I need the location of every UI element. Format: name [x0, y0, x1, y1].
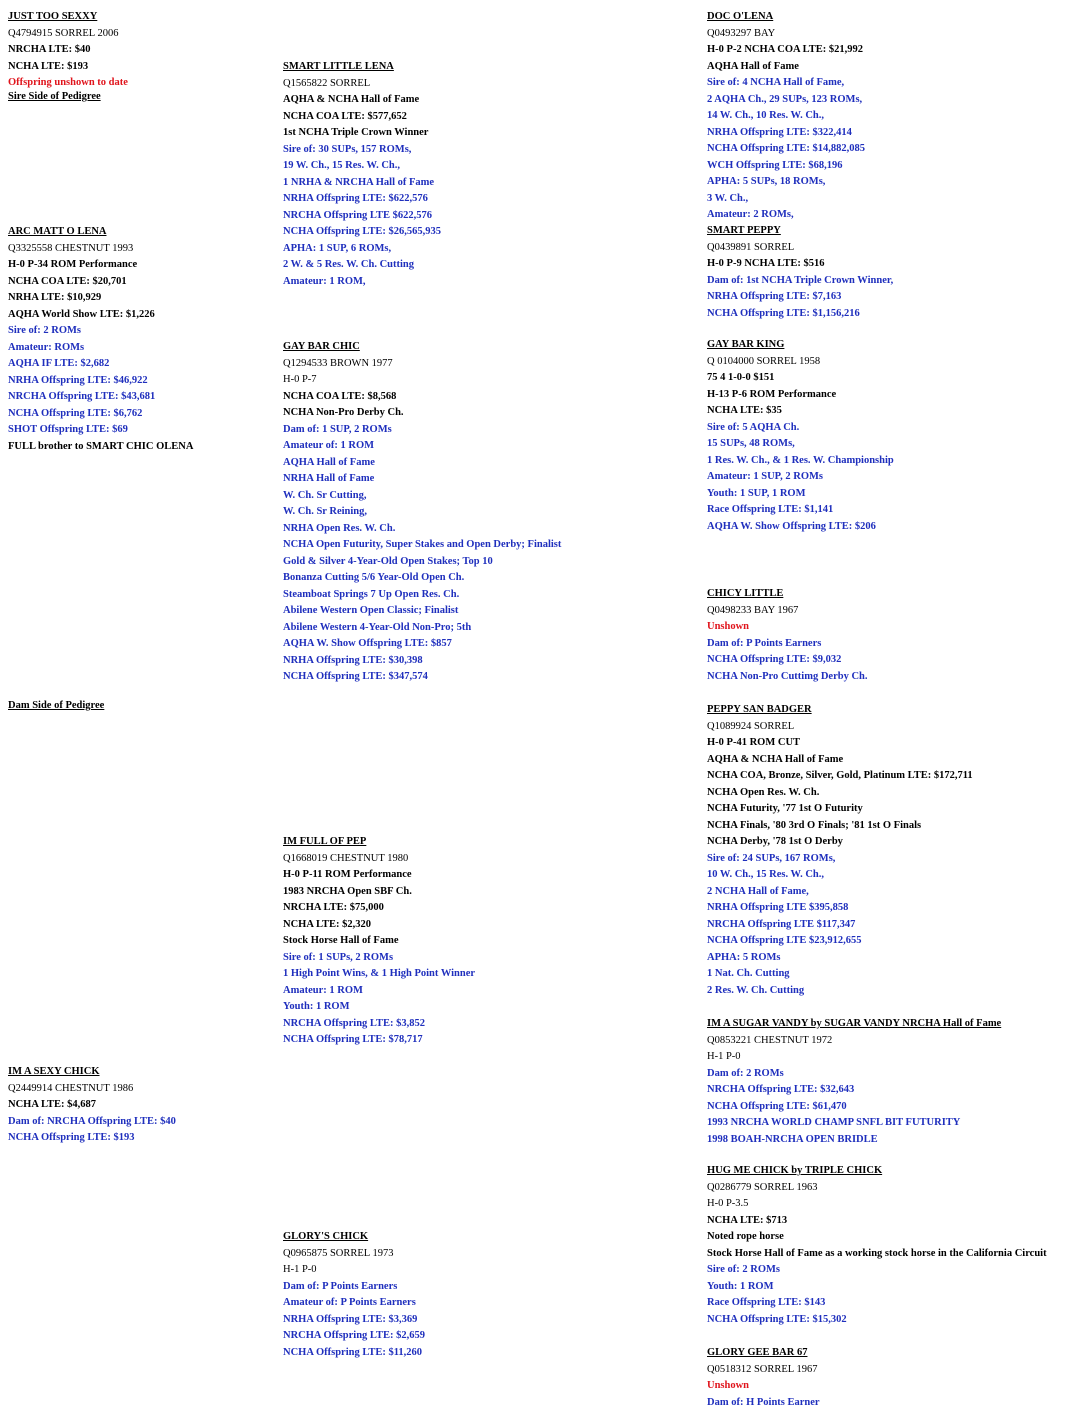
horse-detail-line: Stock Horse Hall of Fame [283, 933, 475, 950]
horse-detail-line: NRCHA LTE: $75,000 [283, 900, 475, 917]
horse-detail-line: Amateur of: 1 ROM [283, 438, 561, 455]
horse-detail-line: NCHA Offspring LTE: $15,302 [707, 1312, 1047, 1329]
horse-detail-line: NRCHA Offspring LTE: $2,659 [283, 1328, 425, 1345]
horse-detail-line: Q0518312 SORREL 1967 [707, 1362, 820, 1379]
horse-im-a-sexy-chick [8, 1064, 176, 1147]
horse-name: IM A SEXY CHICK [8, 1064, 176, 1081]
horse-detail-line: APHA: 5 ROMs [707, 950, 973, 967]
horse-detail-line: NRHA Hall of Fame [283, 471, 561, 488]
horse-detail-line: NRHA Open Res. W. Ch. [283, 521, 561, 538]
horse-glory-gee-bar-67 [707, 1345, 820, 1411]
horse-hug-me-chick [707, 1163, 1047, 1328]
horse-name: GAY BAR KING [707, 337, 894, 354]
horse-detail-line: Dam of: 1st NCHA Triple Crown Winner, [707, 273, 893, 290]
horse-detail-line: Q0493297 BAY [707, 26, 865, 43]
horse-detail-line: W. Ch. Sr Cutting, [283, 488, 561, 505]
horse-detail-line: H-0 P-11 ROM Performance [283, 867, 475, 884]
horse-detail-line: NRCHA Offspring LTE: $32,643 [707, 1082, 1001, 1099]
horse-name: GLORY'S CHICK [283, 1229, 425, 1246]
horse-detail-line: 1 Nat. Ch. Cutting [707, 966, 973, 983]
horse-detail-line: Race Offspring LTE: $1,141 [707, 502, 894, 519]
horse-glorys-chick [283, 1229, 425, 1361]
horse-detail-line: NRCHA Offspring LTE $622,576 [283, 208, 441, 225]
horse-detail-line: Q1294533 BROWN 1977 [283, 356, 561, 373]
horse-detail-line: NCHA Offspring LTE: $11,260 [283, 1345, 425, 1362]
horse-detail-line: NCHA COA LTE: $577,652 [283, 109, 441, 126]
horse-detail-line: Amateur of: P Points Earners [283, 1295, 425, 1312]
horse-detail-line: Q0286779 SORREL 1963 [707, 1180, 1047, 1197]
horse-detail-line: Q1089924 SORREL [707, 719, 973, 736]
horse-detail-line: NCHA Offspring LTE: $14,882,085 [707, 141, 865, 158]
horse-name: CHICY LITTLE [707, 586, 868, 603]
horse-detail-line: Q2449914 CHESTNUT 1986 [8, 1081, 176, 1098]
horse-arc-matt-o-lena [8, 224, 193, 455]
horse-name: IM A SUGAR VANDY by SUGAR VANDY NRCHA Hall of Fame [707, 1016, 1001, 1033]
horse-detail-line: NCHA Futurity, '77 1st O Futurity [707, 801, 973, 818]
horse-detail-line: Sire of: 4 NCHA Hall of Fame, [707, 75, 865, 92]
horse-detail-line: NRHA Offspring LTE $395,858 [707, 900, 973, 917]
horse-detail-line: Q0498233 BAY 1967 [707, 603, 868, 620]
horse-detail-line: NRCHA LTE: $40 [8, 42, 128, 59]
horse-detail-line: NCHA Offspring LTE $23,912,655 [707, 933, 973, 950]
horse-just-too-sexxy [8, 9, 128, 92]
horse-detail-line: Dam of: P Points Earners [707, 636, 868, 653]
horse-detail-line: Sire of: 5 AQHA Ch. [707, 420, 894, 437]
horse-name: ARC MATT O LENA [8, 224, 193, 241]
horse-detail-line: 15 SUPs, 48 ROMs, [707, 436, 894, 453]
horse-detail-line: NCHA LTE: $2,320 [283, 917, 475, 934]
horse-detail-line: AQHA W. Show Offspring LTE: $206 [707, 519, 894, 536]
horse-detail-line: NCHA COA, Bronze, Silver, Gold, Platinum LTE: $172,711 [707, 768, 973, 785]
horse-detail-line: APHA: 1 SUP, 6 ROMs, [283, 241, 441, 258]
horse-name: PEPPY SAN BADGER [707, 702, 973, 719]
horse-detail-line: Noted rope horse [707, 1229, 1047, 1246]
horse-detail-line: Amateur: 1 ROM, [283, 274, 441, 291]
horse-detail-line: Q1668019 CHESTNUT 1980 [283, 851, 475, 868]
horse-detail-line: NCHA LTE: $4,687 [8, 1097, 176, 1114]
horse-gay-bar-king [707, 337, 894, 535]
horse-detail-line: H-0 P-9 NCHA LTE: $516 [707, 256, 893, 273]
horse-detail-line: 14 W. Ch., 10 Res. W. Ch., [707, 108, 865, 125]
horse-detail-line: 1 High Point Wins, & 1 High Point Winner [283, 966, 475, 983]
horse-detail-line: Dam of: H Points Earner [707, 1395, 820, 1411]
horse-detail-line: NCHA Offspring LTE: $26,565,935 [283, 224, 441, 241]
horse-name: GLORY GEE BAR 67 [707, 1345, 820, 1362]
horse-detail-line: NRHA Offspring LTE: $3,369 [283, 1312, 425, 1329]
horse-detail-line: Dam of: 2 ROMs [707, 1066, 1001, 1083]
horse-detail-line: Q1565822 SORREL [283, 76, 441, 93]
horse-detail-line: AQHA & NCHA Hall of Fame [707, 752, 973, 769]
horse-detail-line: Amateur: 1 SUP, 2 ROMs [707, 469, 894, 486]
horse-detail-line: 75 4 1-0-0 $151 [707, 370, 894, 387]
horse-detail-line: NRHA LTE: $10,929 [8, 290, 193, 307]
horse-detail-line: Abilene Western Open Classic; Finalist [283, 603, 561, 620]
horse-detail-line: Offspring unshown to date [8, 75, 128, 92]
horse-detail-line: Q3325558 CHESTNUT 1993 [8, 241, 193, 258]
horse-detail-line: Q0965875 SORREL 1973 [283, 1246, 425, 1263]
horse-detail-line: 1 Res. W. Ch., & 1 Res. W. Championship [707, 453, 894, 470]
horse-detail-line: Q 0104000 SORREL 1958 [707, 354, 894, 371]
horse-detail-line: Q4794915 SORREL 2006 [8, 26, 128, 43]
horse-detail-line: NCHA Offspring LTE: $78,717 [283, 1032, 475, 1049]
dam-side-heading: Dam Side of Pedigree [8, 700, 104, 711]
horse-detail-line: NRCHA Offspring LTE: $3,852 [283, 1016, 475, 1033]
horse-detail-line: NCHA Offspring LTE: $347,574 [283, 669, 561, 686]
horse-detail-line: Dam of: P Points Earners [283, 1279, 425, 1296]
horse-detail-line: NRHA Offspring LTE: $46,922 [8, 373, 193, 390]
horse-name: GAY BAR CHIC [283, 339, 561, 356]
horse-detail-line: 1st NCHA Triple Crown Winner [283, 125, 441, 142]
horse-detail-line: H-0 P-41 ROM CUT [707, 735, 973, 752]
horse-name: JUST TOO SEXXY [8, 9, 128, 26]
horse-detail-line: Sire of: 1 SUPs, 2 ROMs [283, 950, 475, 967]
horse-detail-line: Sire of: 24 SUPs, 167 ROMs, [707, 851, 973, 868]
horse-detail-line: H-13 P-6 ROM Performance [707, 387, 894, 404]
horse-smart-peppy [707, 223, 893, 322]
horse-detail-line: NCHA Offspring LTE: $9,032 [707, 652, 868, 669]
horse-detail-line: NRCHA Offspring LTE $117,347 [707, 917, 973, 934]
horse-detail-line: Gold & Silver 4-Year-Old Open Stakes; Top 10 [283, 554, 561, 571]
horse-detail-line: AQHA IF LTE: $2,682 [8, 356, 193, 373]
horse-detail-line: H-0 P-3.5 [707, 1196, 1047, 1213]
horse-detail-line: Abilene Western 4-Year-Old Non-Pro; 5th [283, 620, 561, 637]
horse-detail-line: NRHA Offspring LTE: $322,414 [707, 125, 865, 142]
horse-detail-line: APHA: 5 SUPs, 18 ROMs, [707, 174, 865, 191]
horse-chicy-little [707, 586, 868, 685]
horse-name: IM FULL OF PEP [283, 834, 475, 851]
horse-im-full-of-pep [283, 834, 475, 1049]
horse-detail-line: Sire of: 2 ROMs [8, 323, 193, 340]
horse-detail-line: NCHA COA LTE: $8,568 [283, 389, 561, 406]
horse-detail-line: AQHA & NCHA Hall of Fame [283, 92, 441, 109]
horse-detail-line: Amateur: 1 ROM [283, 983, 475, 1000]
horse-detail-line: WCH Offspring LTE: $68,196 [707, 158, 865, 175]
horse-detail-line: NCHA LTE: $193 [8, 59, 128, 76]
horse-detail-line: AQHA W. Show Offspring LTE: $857 [283, 636, 561, 653]
horse-name: DOC O'LENA [707, 9, 865, 26]
horse-detail-line: Race Offspring LTE: $143 [707, 1295, 1047, 1312]
horse-detail-line: NRHA Offspring LTE: $7,163 [707, 289, 893, 306]
horse-detail-line: Sire of: 30 SUPs, 157 ROMs, [283, 142, 441, 159]
horse-detail-line: Amateur: ROMs [8, 340, 193, 357]
horse-detail-line: Bonanza Cutting 5/6 Year-Old Open Ch. [283, 570, 561, 587]
sire-side-heading: Sire Side of Pedigree [8, 91, 101, 102]
horse-detail-line: H-1 P-0 [707, 1049, 1001, 1066]
horse-detail-line: Unshown [707, 1378, 820, 1395]
horse-detail-line: 3 W. Ch., [707, 191, 865, 208]
horse-detail-line: Q0853221 CHESTNUT 1972 [707, 1033, 1001, 1050]
horse-detail-line: AQHA Hall of Fame [283, 455, 561, 472]
horse-detail-line: 2 Res. W. Ch. Cutting [707, 983, 973, 1000]
horse-detail-line: Sire of: 2 ROMs [707, 1262, 1047, 1279]
horse-detail-line: NCHA Offspring LTE: $193 [8, 1130, 176, 1147]
horse-detail-line: NCHA Offspring LTE: $1,156,216 [707, 306, 893, 323]
horse-detail-line: NCHA LTE: $35 [707, 403, 894, 420]
horse-detail-line: NCHA Non-Pro Derby Ch. [283, 405, 561, 422]
horse-detail-line: FULL brother to SMART CHIC OLENA [8, 439, 193, 456]
horse-detail-line: 1993 NRCHA WORLD CHAMP SNFL BIT FUTURITY [707, 1115, 1001, 1132]
horse-name: SMART LITTLE LENA [283, 59, 441, 76]
horse-detail-line: H-1 P-0 [283, 1262, 425, 1279]
horse-detail-line: 2 W. & 5 Res. W. Ch. Cutting [283, 257, 441, 274]
horse-detail-line: NCHA COA LTE: $20,701 [8, 274, 193, 291]
horse-detail-line: H-0 P-2 NCHA COA LTE: $21,992 [707, 42, 865, 59]
horse-detail-line: 1998 BOAH-NRCHA OPEN BRIDLE [707, 1132, 1001, 1149]
horse-detail-line: NRCHA Offspring LTE: $43,681 [8, 389, 193, 406]
horse-detail-line: Dam of: NRCHA Offspring LTE: $40 [8, 1114, 176, 1131]
horse-name: HUG ME CHICK by TRIPLE CHICK [707, 1163, 1047, 1180]
horse-detail-line: Youth: 1 SUP, 1 ROM [707, 486, 894, 503]
horse-im-a-sugar-vandy [707, 1016, 1001, 1148]
horse-detail-line: 19 W. Ch., 15 Res. W. Ch., [283, 158, 441, 175]
horse-detail-line: H-0 P-34 ROM Performance [8, 257, 193, 274]
horse-detail-line: Q0439891 SORREL [707, 240, 893, 257]
horse-detail-line: AQHA World Show LTE: $1,226 [8, 307, 193, 324]
horse-detail-line: Youth: 1 ROM [283, 999, 475, 1016]
horse-detail-line: 2 AQHA Ch., 29 SUPs, 123 ROMs, [707, 92, 865, 109]
horse-detail-line: NCHA Non-Pro Cuttimg Derby Ch. [707, 669, 868, 686]
horse-detail-line: NRHA Offspring LTE: $30,398 [283, 653, 561, 670]
horse-detail-line: NRHA Offspring LTE: $622,576 [283, 191, 441, 208]
horse-gay-bar-chic [283, 339, 561, 686]
horse-name: SMART PEPPY [707, 223, 893, 240]
horse-detail-line: 1 NRHA & NRCHA Hall of Fame [283, 175, 441, 192]
horse-detail-line: H-0 P-7 [283, 372, 561, 389]
horse-detail-line: 10 W. Ch., 15 Res. W. Ch., [707, 867, 973, 884]
horse-detail-line: SHOT Offspring LTE: $69 [8, 422, 193, 439]
horse-detail-line: Unshown [707, 619, 868, 636]
horse-detail-line: 2 NCHA Hall of Fame, [707, 884, 973, 901]
horse-smart-little-lena [283, 59, 441, 290]
horse-detail-line: Steamboat Springs 7 Up Open Res. Ch. [283, 587, 561, 604]
horse-detail-line: AQHA Hall of Fame [707, 59, 865, 76]
horse-detail-line: NCHA Open Res. W. Ch. [707, 785, 973, 802]
horse-detail-line: Dam of: 1 SUP, 2 ROMs [283, 422, 561, 439]
horse-detail-line: NCHA LTE: $713 [707, 1213, 1047, 1230]
horse-detail-line: 1983 NRCHA Open SBF Ch. [283, 884, 475, 901]
horse-detail-line: Stock Horse Hall of Fame as a working stock horse in the California Circuit [707, 1246, 1047, 1263]
horse-detail-line: NCHA Derby, '78 1st O Derby [707, 834, 973, 851]
horse-detail-line: W. Ch. Sr Reining, [283, 504, 561, 521]
horse-detail-line: Amateur: 2 ROMs, [707, 207, 865, 224]
horse-detail-line: NCHA Finals, '80 3rd O Finals; '81 1st O Finals [707, 818, 973, 835]
horse-detail-line: NCHA Offspring LTE: $61,470 [707, 1099, 1001, 1116]
horse-detail-line: NCHA Offspring LTE: $6,762 [8, 406, 193, 423]
horse-detail-line: NCHA Open Futurity, Super Stakes and Open Derby; Finalist [283, 537, 561, 554]
horse-peppy-san-badger [707, 702, 973, 999]
horse-detail-line: Youth: 1 ROM [707, 1279, 1047, 1296]
horse-doc-olena [707, 9, 865, 224]
